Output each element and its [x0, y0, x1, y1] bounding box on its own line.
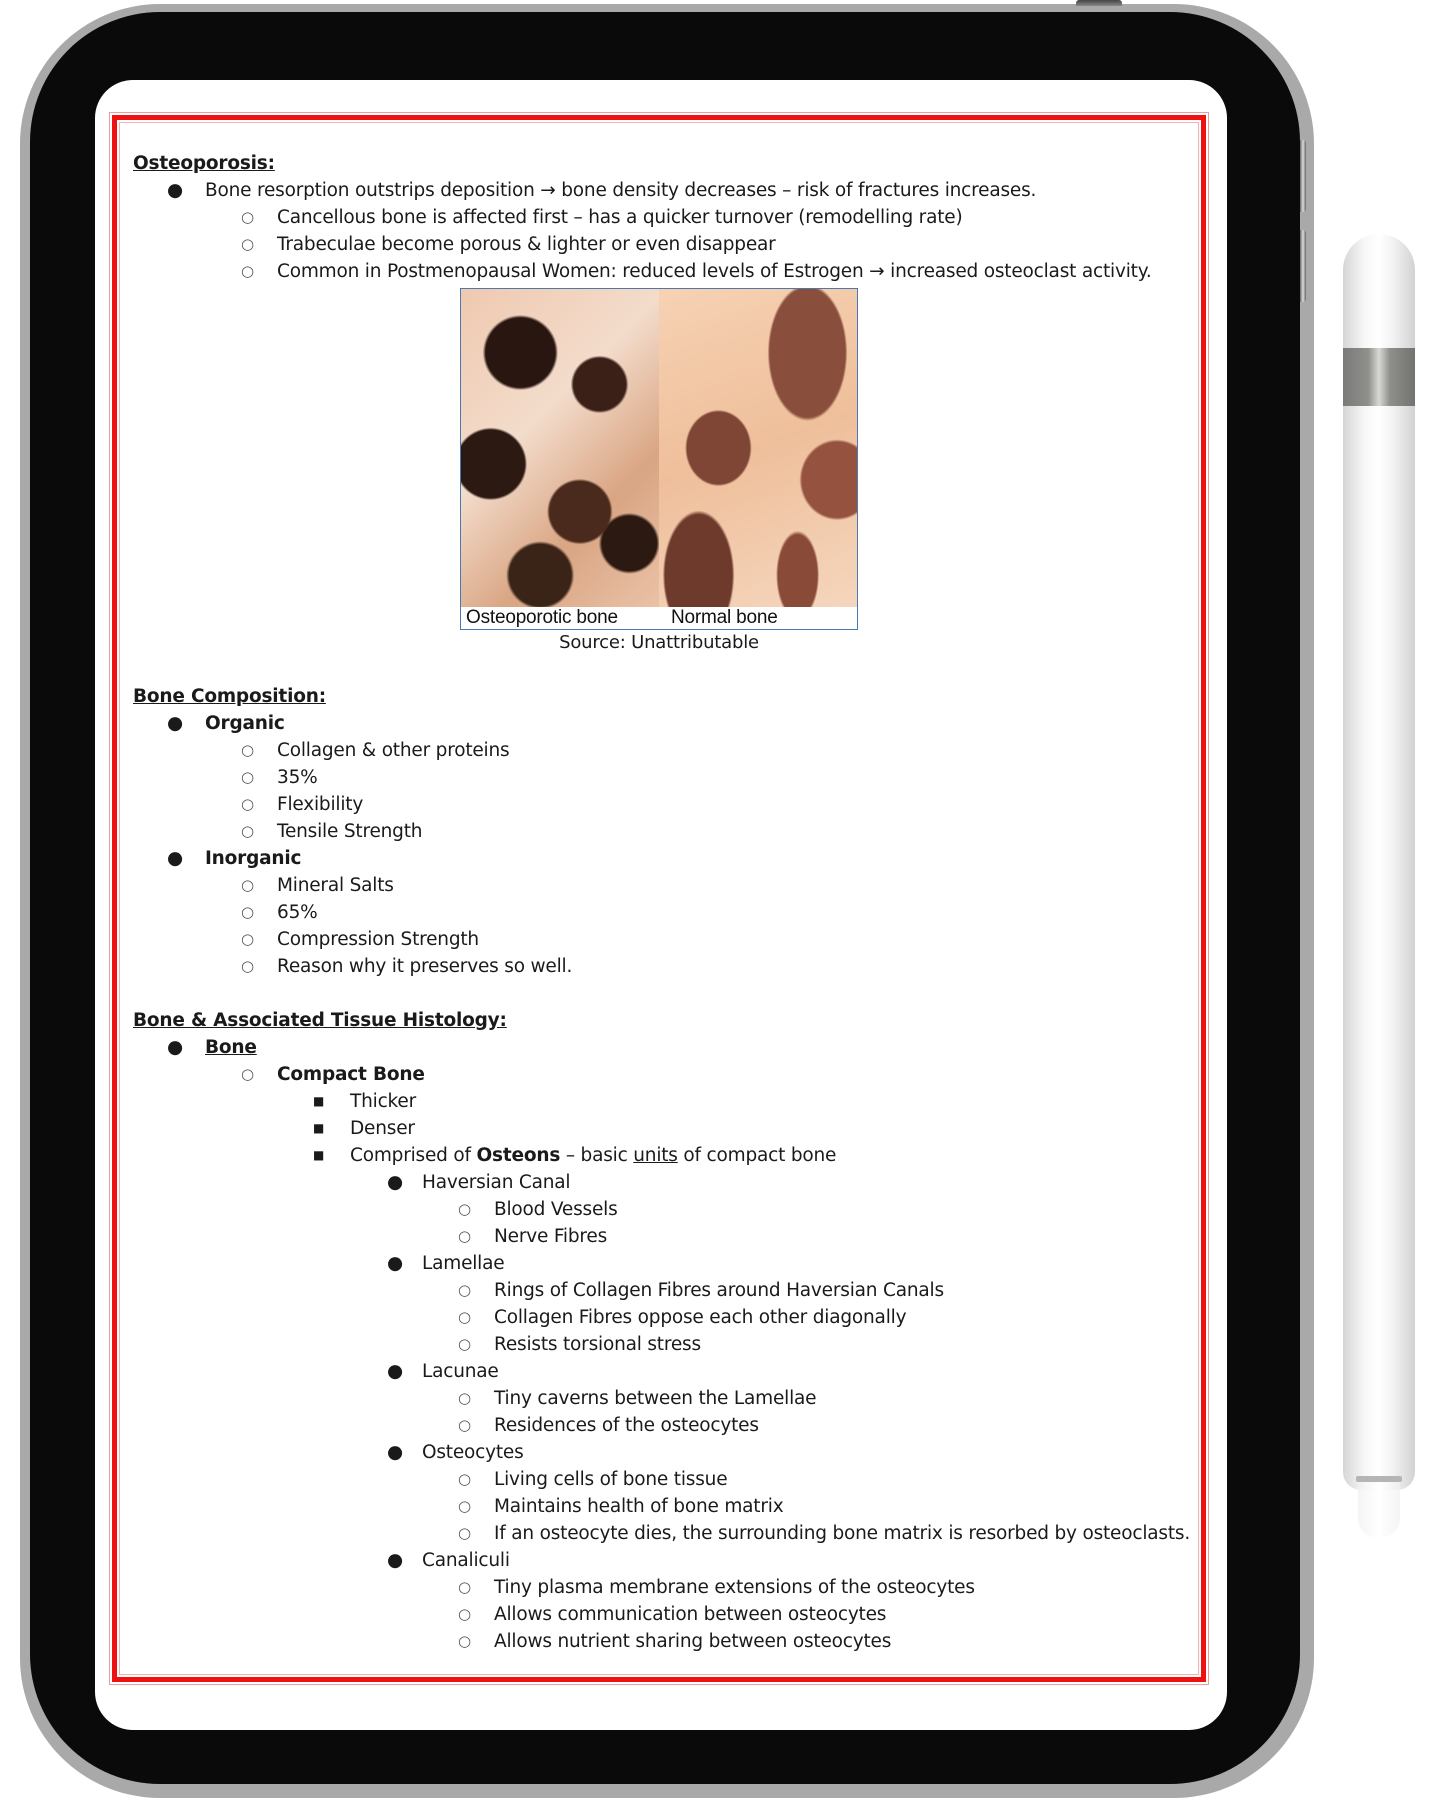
- circle-bullet-icon: ○: [458, 1632, 471, 1650]
- list-item: ○ Tiny caverns between the Lamellae: [133, 1385, 1193, 1412]
- circle-bullet-icon: ○: [241, 903, 254, 921]
- circle-bullet-icon: ○: [241, 262, 254, 280]
- list-item: ○ Nerve Fibres: [133, 1223, 1193, 1250]
- list-item: ○ Tensile Strength: [133, 818, 1193, 845]
- circle-bullet-icon: ○: [241, 768, 254, 786]
- circle-bullet-icon: ○: [458, 1524, 471, 1542]
- bone-comparison-image: [460, 288, 858, 607]
- circle-bullet-icon: ○: [458, 1578, 471, 1596]
- tablet-screen: [95, 80, 1227, 1730]
- circle-bullet-icon: ○: [458, 1470, 471, 1488]
- circle-bullet-icon: ○: [458, 1389, 471, 1407]
- list-item: ○ Compact Bone: [133, 1061, 1193, 1088]
- circle-bullet-icon: ○: [458, 1605, 471, 1623]
- circle-bullet-icon: ○: [241, 208, 254, 226]
- bullet-icon: ●: [167, 1037, 183, 1058]
- list-item: ● Canaliculi: [133, 1547, 1193, 1574]
- list-item: ■ Thicker: [133, 1088, 1193, 1115]
- list-item: ○ 65%: [133, 899, 1193, 926]
- square-bullet-icon: ■: [313, 1121, 325, 1135]
- list-item: ○ Collagen Fibres oppose each other diagonally: [133, 1304, 1193, 1331]
- bullet-icon: ●: [387, 1442, 403, 1463]
- list-item: ○ Compression Strength: [133, 926, 1193, 953]
- circle-bullet-icon: ○: [241, 795, 254, 813]
- circle-bullet-icon: ○: [241, 235, 254, 253]
- stylus-pencil: [1343, 234, 1415, 1490]
- circle-bullet-icon: ○: [241, 1065, 254, 1083]
- volume-down-button: [1300, 230, 1306, 302]
- bullet-icon: ●: [387, 1253, 403, 1274]
- image-labels: [460, 607, 858, 630]
- list-item: ○ Rings of Collagen Fibres around Haversian Canals: [133, 1277, 1193, 1304]
- circle-bullet-icon: ○: [241, 930, 254, 948]
- list-item: ○ Blood Vessels: [133, 1196, 1193, 1223]
- heading-composition: Bone Composition:: [133, 686, 326, 707]
- stylus-tip: [1358, 1482, 1400, 1538]
- circle-bullet-icon: ○: [241, 957, 254, 975]
- list-item: ○ Tiny plasma membrane extensions of the osteocytes: [133, 1574, 1193, 1601]
- circle-bullet-icon: ○: [241, 876, 254, 894]
- circle-bullet-icon: ○: [458, 1227, 471, 1245]
- square-bullet-icon: ■: [313, 1148, 325, 1162]
- list-item: ○ 35%: [133, 764, 1193, 791]
- bullet-icon: ●: [167, 713, 183, 734]
- list-item: ○ Allows communication between osteocytes: [133, 1601, 1193, 1628]
- list-item: ○ Allows nutrient sharing between osteocytes: [133, 1628, 1193, 1655]
- circle-bullet-icon: ○: [458, 1281, 471, 1299]
- list-item: ● Organic: [133, 710, 1193, 737]
- circle-bullet-icon: ○: [458, 1497, 471, 1515]
- list-item: ● Bone resorption outstrips deposition → bone density decreases – risk of fractures increases.: [133, 177, 1193, 204]
- list-item: ○ Reason why it preserves so well.: [133, 953, 1193, 980]
- volume-up-button: [1300, 140, 1306, 212]
- circle-bullet-icon: ○: [458, 1335, 471, 1353]
- stylus-band: [1343, 348, 1415, 406]
- bullet-icon: ●: [387, 1361, 403, 1382]
- heading-osteoporosis: Osteoporosis:: [133, 153, 275, 174]
- normal-bone-image: [659, 289, 857, 607]
- circle-bullet-icon: ○: [458, 1200, 471, 1218]
- bone-comparison-figure: [460, 288, 858, 656]
- list-item: ● Bone: [133, 1034, 1193, 1061]
- list-item: ○ Common in Postmenopausal Women: reduced levels of Estrogen → increased osteoclast activity.: [133, 258, 1193, 285]
- list-item: ○ Mineral Salts: [133, 872, 1193, 899]
- list-item: ○ Residences of the osteocytes: [133, 1412, 1193, 1439]
- document-page: [133, 150, 1193, 1655]
- list-item: ● Inorganic: [133, 845, 1193, 872]
- bullet-icon: ●: [167, 848, 183, 869]
- bullet-icon: ●: [167, 180, 183, 201]
- tablet-top-button: [1076, 0, 1122, 6]
- list-item: ○ Collagen & other proteins: [133, 737, 1193, 764]
- heading-histology: Bone & Associated Tissue Histology:: [133, 1010, 507, 1031]
- list-item: ○ Resists torsional stress: [133, 1331, 1193, 1358]
- figure-source: Source: Unattributable: [559, 632, 759, 653]
- square-bullet-icon: ■: [313, 1094, 325, 1108]
- list-item: ■ Denser: [133, 1115, 1193, 1142]
- circle-bullet-icon: ○: [458, 1416, 471, 1434]
- bullet-icon: ●: [387, 1172, 403, 1193]
- list-item: ● Osteocytes: [133, 1439, 1193, 1466]
- list-item: ○ Trabeculae become porous & lighter or even disappear: [133, 231, 1193, 258]
- list-item: ● Lamellae: [133, 1250, 1193, 1277]
- osteoporotic-bone-image: [461, 289, 659, 607]
- circle-bullet-icon: ○: [241, 822, 254, 840]
- bullet-icon: ●: [387, 1550, 403, 1571]
- circle-bullet-icon: ○: [458, 1308, 471, 1326]
- list-item: ■ Comprised of Osteons – basic units of compact bone: [133, 1142, 1193, 1169]
- list-item: ● Lacunae: [133, 1358, 1193, 1385]
- list-item: ● Haversian Canal: [133, 1169, 1193, 1196]
- label-normal: Normal bone: [671, 607, 778, 628]
- list-item: ○ Cancellous bone is affected first – has a quicker turnover (remodelling rate): [133, 204, 1193, 231]
- list-item: ○ Living cells of bone tissue: [133, 1466, 1193, 1493]
- list-item: ○ If an osteocyte dies, the surrounding bone matrix is resorbed by osteoclasts.: [133, 1520, 1193, 1547]
- circle-bullet-icon: ○: [241, 741, 254, 759]
- list-item: ○ Maintains health of bone matrix: [133, 1493, 1193, 1520]
- label-osteoporotic: Osteoporotic bone: [466, 607, 618, 628]
- list-item: ○ Flexibility: [133, 791, 1193, 818]
